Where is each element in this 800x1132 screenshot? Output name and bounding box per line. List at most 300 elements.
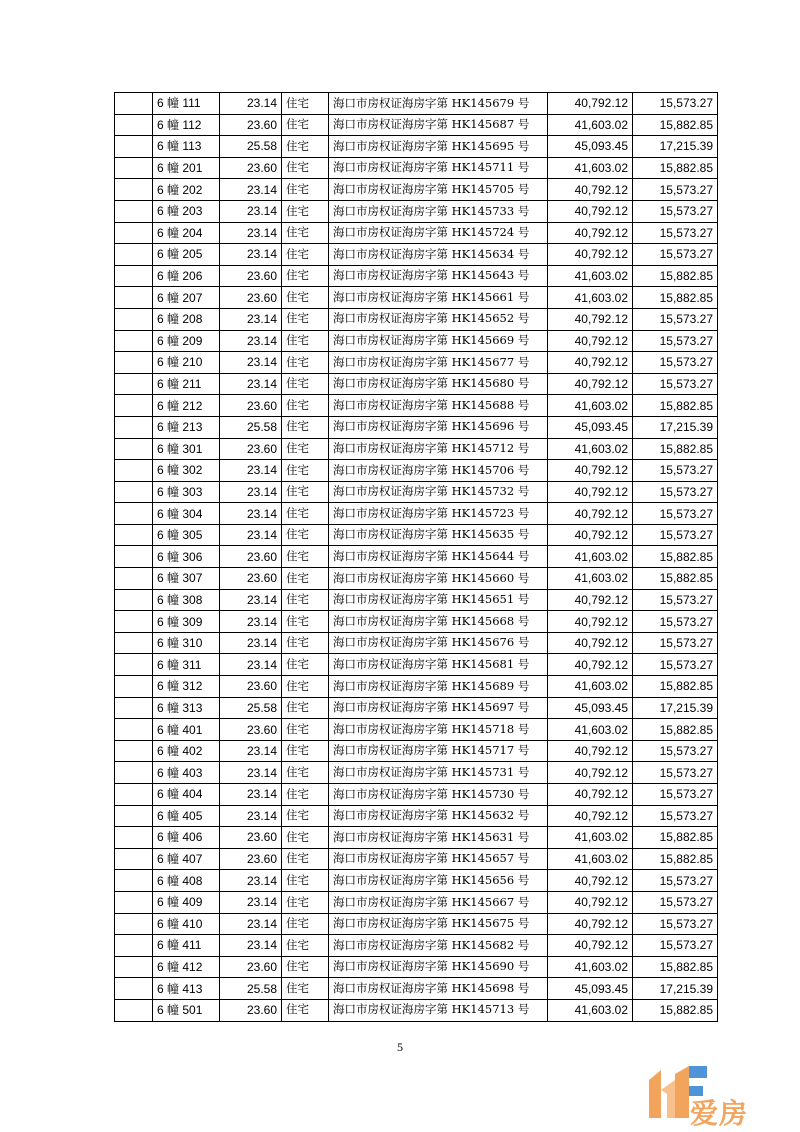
row-blank-cell <box>115 373 153 395</box>
unit-cell: 6 幢 405 <box>153 805 220 827</box>
row-blank-cell <box>115 416 153 438</box>
area-cell: 23.60 <box>220 719 282 741</box>
total-price-cell: 45,093.45 <box>548 697 633 719</box>
unit-cell: 6 幢 402 <box>153 740 220 762</box>
table-row <box>115 330 718 352</box>
row-blank-cell <box>115 308 153 330</box>
total-price-cell: 40,792.12 <box>548 632 633 654</box>
area-cell: 23.14 <box>220 481 282 503</box>
area-cell: 23.60 <box>220 114 282 136</box>
unit-cell: 6 幢 412 <box>153 956 220 978</box>
table-row <box>115 438 718 460</box>
total-price-cell: 40,792.12 <box>548 611 633 633</box>
row-blank-cell <box>115 999 153 1021</box>
row-blank-cell <box>115 524 153 546</box>
unit-price-cell: 15,573.27 <box>633 805 718 827</box>
use-cell: 住宅 <box>282 546 329 568</box>
unit-price-cell: 15,573.27 <box>633 200 718 222</box>
table-row <box>115 740 718 762</box>
unit-cell: 6 幢 202 <box>153 179 220 201</box>
area-cell: 25.58 <box>220 416 282 438</box>
total-price-cell: 40,792.12 <box>548 481 633 503</box>
row-blank-cell <box>115 200 153 222</box>
area-cell: 23.60 <box>220 568 282 590</box>
row-blank-cell <box>115 762 153 784</box>
area-cell: 23.60 <box>220 676 282 698</box>
use-cell: 住宅 <box>282 373 329 395</box>
total-price-cell: 40,792.12 <box>548 524 633 546</box>
use-cell: 住宅 <box>282 460 329 482</box>
row-blank-cell <box>115 568 153 590</box>
use-cell: 住宅 <box>282 913 329 935</box>
use-cell: 住宅 <box>282 287 329 309</box>
table-row <box>115 222 718 244</box>
unit-cell: 6 幢 304 <box>153 503 220 525</box>
certificate-cell: 海口市房权证海房字第 HK145731 号 <box>329 762 548 784</box>
unit-price-cell: 15,882.85 <box>633 568 718 590</box>
use-cell: 住宅 <box>282 827 329 849</box>
total-price-cell: 40,792.12 <box>548 589 633 611</box>
unit-price-cell: 15,573.27 <box>633 244 718 266</box>
unit-price-cell: 15,882.85 <box>633 157 718 179</box>
area-cell: 23.60 <box>220 395 282 417</box>
certificate-cell: 海口市房权证海房字第 HK145631 号 <box>329 827 548 849</box>
certificate-cell: 海口市房权证海房字第 HK145657 号 <box>329 848 548 870</box>
area-cell: 23.14 <box>220 200 282 222</box>
certificate-cell: 海口市房权证海房字第 HK145718 号 <box>329 719 548 741</box>
table-row <box>115 395 718 417</box>
unit-price-cell: 15,573.27 <box>633 481 718 503</box>
use-cell: 住宅 <box>282 330 329 352</box>
use-cell: 住宅 <box>282 805 329 827</box>
table-row <box>115 416 718 438</box>
row-blank-cell <box>115 848 153 870</box>
unit-price-cell: 15,882.85 <box>633 848 718 870</box>
unit-price-cell: 17,215.39 <box>633 697 718 719</box>
area-cell: 23.14 <box>220 740 282 762</box>
unit-price-cell: 15,573.27 <box>633 891 718 913</box>
row-blank-cell <box>115 481 153 503</box>
unit-cell: 6 幢 112 <box>153 114 220 136</box>
use-cell: 住宅 <box>282 956 329 978</box>
unit-price-cell: 15,573.27 <box>633 762 718 784</box>
unit-price-cell: 15,882.85 <box>633 956 718 978</box>
use-cell: 住宅 <box>282 568 329 590</box>
unit-price-cell: 15,573.27 <box>633 654 718 676</box>
area-cell: 25.58 <box>220 697 282 719</box>
row-blank-cell <box>115 913 153 935</box>
use-cell: 住宅 <box>282 978 329 1000</box>
table-row <box>115 352 718 374</box>
unit-price-cell: 15,573.27 <box>633 589 718 611</box>
unit-cell: 6 幢 313 <box>153 697 220 719</box>
unit-cell: 6 幢 303 <box>153 481 220 503</box>
area-cell: 23.14 <box>220 589 282 611</box>
certificate-cell: 海口市房权证海房字第 HK145644 号 <box>329 546 548 568</box>
watermark-text: 爱房 <box>690 1097 749 1130</box>
row-blank-cell <box>115 352 153 374</box>
area-cell: 23.60 <box>220 265 282 287</box>
table-row <box>115 308 718 330</box>
unit-cell: 6 幢 209 <box>153 330 220 352</box>
unit-cell: 6 幢 204 <box>153 222 220 244</box>
row-blank-cell <box>115 611 153 633</box>
certificate-cell: 海口市房权证海房字第 HK145660 号 <box>329 568 548 590</box>
area-cell: 23.14 <box>220 611 282 633</box>
total-price-cell: 40,792.12 <box>548 179 633 201</box>
row-blank-cell <box>115 244 153 266</box>
area-cell: 23.14 <box>220 179 282 201</box>
row-blank-cell <box>115 827 153 849</box>
area-cell: 23.14 <box>220 352 282 374</box>
total-price-cell: 40,792.12 <box>548 784 633 806</box>
total-price-cell: 40,792.12 <box>548 222 633 244</box>
use-cell: 住宅 <box>282 632 329 654</box>
unit-price-cell: 15,882.85 <box>633 287 718 309</box>
unit-cell: 6 幢 206 <box>153 265 220 287</box>
use-cell: 住宅 <box>282 762 329 784</box>
unit-cell: 6 幢 211 <box>153 373 220 395</box>
unit-price-cell: 15,573.27 <box>633 179 718 201</box>
area-cell: 23.14 <box>220 891 282 913</box>
unit-price-cell: 15,882.85 <box>633 719 718 741</box>
unit-cell: 6 幢 311 <box>153 654 220 676</box>
unit-price-cell: 15,882.85 <box>633 676 718 698</box>
total-price-cell: 40,792.12 <box>548 352 633 374</box>
use-cell: 住宅 <box>282 740 329 762</box>
area-cell: 23.60 <box>220 999 282 1021</box>
total-price-cell: 41,603.02 <box>548 287 633 309</box>
unit-price-cell: 15,573.27 <box>633 222 718 244</box>
row-blank-cell <box>115 805 153 827</box>
use-cell: 住宅 <box>282 611 329 633</box>
total-price-cell: 41,603.02 <box>548 827 633 849</box>
certificate-cell: 海口市房权证海房字第 HK145712 号 <box>329 438 548 460</box>
unit-price-cell: 15,882.85 <box>633 999 718 1021</box>
use-cell: 住宅 <box>282 352 329 374</box>
total-price-cell: 41,603.02 <box>548 848 633 870</box>
table-row <box>115 978 718 1000</box>
total-price-cell: 40,792.12 <box>548 891 633 913</box>
certificate-cell: 海口市房权证海房字第 HK145681 号 <box>329 654 548 676</box>
table-row <box>115 870 718 892</box>
certificate-cell: 海口市房权证海房字第 HK145724 号 <box>329 222 548 244</box>
unit-price-cell: 15,573.27 <box>633 740 718 762</box>
area-cell: 23.14 <box>220 870 282 892</box>
certificate-cell: 海口市房权证海房字第 HK145689 号 <box>329 676 548 698</box>
table-row <box>115 611 718 633</box>
total-price-cell: 41,603.02 <box>548 265 633 287</box>
table-row <box>115 524 718 546</box>
certificate-cell: 海口市房权证海房字第 HK145697 号 <box>329 697 548 719</box>
use-cell: 住宅 <box>282 676 329 698</box>
unit-price-cell: 15,573.27 <box>633 524 718 546</box>
table-row <box>115 654 718 676</box>
certificate-cell: 海口市房权证海房字第 HK145688 号 <box>329 395 548 417</box>
total-price-cell: 41,603.02 <box>548 999 633 1021</box>
total-price-cell: 40,792.12 <box>548 762 633 784</box>
area-cell: 23.14 <box>220 935 282 957</box>
total-price-cell: 40,792.12 <box>548 805 633 827</box>
row-blank-cell <box>115 395 153 417</box>
certificate-cell: 海口市房权证海房字第 HK145634 号 <box>329 244 548 266</box>
total-price-cell: 41,603.02 <box>548 157 633 179</box>
certificate-cell: 海口市房权证海房字第 HK145698 号 <box>329 978 548 1000</box>
total-price-cell: 45,093.45 <box>548 416 633 438</box>
certificate-cell: 海口市房权证海房字第 HK145695 号 <box>329 136 548 158</box>
row-blank-cell <box>115 265 153 287</box>
row-blank-cell <box>115 222 153 244</box>
unit-cell: 6 幢 501 <box>153 999 220 1021</box>
row-blank-cell <box>115 978 153 1000</box>
unit-cell: 6 幢 312 <box>153 676 220 698</box>
row-blank-cell <box>115 891 153 913</box>
use-cell: 住宅 <box>282 179 329 201</box>
unit-price-cell: 15,573.27 <box>633 308 718 330</box>
certificate-cell: 海口市房权证海房字第 HK145732 号 <box>329 481 548 503</box>
certificate-cell: 海口市房权证海房字第 HK145680 号 <box>329 373 548 395</box>
table-row <box>115 999 718 1021</box>
total-price-cell: 41,603.02 <box>548 956 633 978</box>
unit-cell: 6 幢 403 <box>153 762 220 784</box>
area-cell: 23.14 <box>220 632 282 654</box>
row-blank-cell <box>115 589 153 611</box>
logo-right-stroke <box>675 1066 689 1118</box>
unit-price-cell: 15,573.27 <box>633 93 718 115</box>
use-cell: 住宅 <box>282 870 329 892</box>
total-price-cell: 40,792.12 <box>548 935 633 957</box>
logo-left-stroke <box>649 1070 661 1118</box>
unit-price-cell: 15,573.27 <box>633 352 718 374</box>
table-row <box>115 373 718 395</box>
table-row <box>115 265 718 287</box>
row-blank-cell <box>115 93 153 115</box>
row-blank-cell <box>115 654 153 676</box>
unit-cell: 6 幢 306 <box>153 546 220 568</box>
table-row <box>115 913 718 935</box>
certificate-cell: 海口市房权证海房字第 HK145643 号 <box>329 265 548 287</box>
total-price-cell: 41,603.02 <box>548 546 633 568</box>
table-row <box>115 244 718 266</box>
area-cell: 23.14 <box>220 460 282 482</box>
area-cell: 23.14 <box>220 308 282 330</box>
certificate-cell: 海口市房权证海房字第 HK145711 号 <box>329 157 548 179</box>
unit-price-cell: 15,573.27 <box>633 503 718 525</box>
unit-cell: 6 幢 404 <box>153 784 220 806</box>
row-blank-cell <box>115 179 153 201</box>
unit-cell: 6 幢 307 <box>153 568 220 590</box>
total-price-cell: 40,792.12 <box>548 200 633 222</box>
total-price-cell: 40,792.12 <box>548 373 633 395</box>
property-table <box>114 92 718 1022</box>
unit-cell: 6 幢 208 <box>153 308 220 330</box>
area-cell: 23.14 <box>220 244 282 266</box>
unit-cell: 6 幢 212 <box>153 395 220 417</box>
unit-cell: 6 幢 205 <box>153 244 220 266</box>
unit-price-cell: 15,882.85 <box>633 265 718 287</box>
table-row <box>115 481 718 503</box>
use-cell: 住宅 <box>282 308 329 330</box>
certificate-cell: 海口市房权证海房字第 HK145632 号 <box>329 805 548 827</box>
unit-price-cell: 15,573.27 <box>633 460 718 482</box>
certificate-cell: 海口市房权证海房字第 HK145677 号 <box>329 352 548 374</box>
unit-price-cell: 15,882.85 <box>633 114 718 136</box>
total-price-cell: 40,792.12 <box>548 913 633 935</box>
area-cell: 23.60 <box>220 848 282 870</box>
total-price-cell: 45,093.45 <box>548 978 633 1000</box>
total-price-cell: 45,093.45 <box>548 136 633 158</box>
use-cell: 住宅 <box>282 935 329 957</box>
area-cell: 23.14 <box>220 654 282 676</box>
unit-price-cell: 15,882.85 <box>633 546 718 568</box>
area-cell: 23.60 <box>220 827 282 849</box>
logo-blue-bar-top <box>689 1066 707 1078</box>
unit-price-cell: 15,882.85 <box>633 827 718 849</box>
table-row <box>115 891 718 913</box>
table-row <box>115 632 718 654</box>
page-number: 5 <box>397 1040 403 1054</box>
certificate-cell: 海口市房权证海房字第 HK145675 号 <box>329 913 548 935</box>
total-price-cell: 41,603.02 <box>548 719 633 741</box>
unit-cell: 6 幢 113 <box>153 136 220 158</box>
certificate-cell: 海口市房权证海房字第 HK145651 号 <box>329 589 548 611</box>
total-price-cell: 41,603.02 <box>548 676 633 698</box>
unit-cell: 6 幢 203 <box>153 200 220 222</box>
row-blank-cell <box>115 935 153 957</box>
total-price-cell: 40,792.12 <box>548 460 633 482</box>
use-cell: 住宅 <box>282 891 329 913</box>
row-blank-cell <box>115 438 153 460</box>
use-cell: 住宅 <box>282 848 329 870</box>
unit-cell: 6 幢 111 <box>153 93 220 115</box>
certificate-cell: 海口市房权证海房字第 HK145635 号 <box>329 524 548 546</box>
certificate-cell: 海口市房权证海房字第 HK145706 号 <box>329 460 548 482</box>
table-row <box>115 719 718 741</box>
table-row <box>115 136 718 158</box>
use-cell: 住宅 <box>282 589 329 611</box>
area-cell: 25.58 <box>220 136 282 158</box>
certificate-cell: 海口市房权证海房字第 HK145723 号 <box>329 503 548 525</box>
unit-cell: 6 幢 301 <box>153 438 220 460</box>
use-cell: 住宅 <box>282 719 329 741</box>
row-blank-cell <box>115 784 153 806</box>
use-cell: 住宅 <box>282 114 329 136</box>
unit-cell: 6 幢 213 <box>153 416 220 438</box>
unit-cell: 6 幢 408 <box>153 870 220 892</box>
use-cell: 住宅 <box>282 503 329 525</box>
area-cell: 23.14 <box>220 373 282 395</box>
unit-price-cell: 15,573.27 <box>633 373 718 395</box>
use-cell: 住宅 <box>282 136 329 158</box>
table-row <box>115 676 718 698</box>
table-row <box>115 157 718 179</box>
certificate-cell: 海口市房权证海房字第 HK145661 号 <box>329 287 548 309</box>
total-price-cell: 41,603.02 <box>548 114 633 136</box>
table-row <box>115 460 718 482</box>
total-price-cell: 40,792.12 <box>548 870 633 892</box>
total-price-cell: 40,792.12 <box>548 330 633 352</box>
table-row <box>115 546 718 568</box>
row-blank-cell <box>115 632 153 654</box>
row-blank-cell <box>115 114 153 136</box>
unit-cell: 6 幢 401 <box>153 719 220 741</box>
unit-price-cell: 17,215.39 <box>633 136 718 158</box>
use-cell: 住宅 <box>282 200 329 222</box>
area-cell: 23.14 <box>220 805 282 827</box>
unit-cell: 6 幢 407 <box>153 848 220 870</box>
use-cell: 住宅 <box>282 481 329 503</box>
total-price-cell: 41,603.02 <box>548 395 633 417</box>
total-price-cell: 40,792.12 <box>548 654 633 676</box>
row-blank-cell <box>115 740 153 762</box>
unit-cell: 6 幢 410 <box>153 913 220 935</box>
area-cell: 23.60 <box>220 956 282 978</box>
table-row <box>115 697 718 719</box>
certificate-cell: 海口市房权证海房字第 HK145730 号 <box>329 784 548 806</box>
row-blank-cell <box>115 460 153 482</box>
unit-price-cell: 15,573.27 <box>633 632 718 654</box>
unit-price-cell: 15,573.27 <box>633 784 718 806</box>
use-cell: 住宅 <box>282 265 329 287</box>
table-row <box>115 287 718 309</box>
unit-cell: 6 幢 302 <box>153 460 220 482</box>
certificate-cell: 海口市房权证海房字第 HK145656 号 <box>329 870 548 892</box>
row-blank-cell <box>115 330 153 352</box>
table-row <box>115 827 718 849</box>
total-price-cell: 40,792.12 <box>548 503 633 525</box>
unit-price-cell: 15,882.85 <box>633 395 718 417</box>
use-cell: 住宅 <box>282 697 329 719</box>
table-row <box>115 503 718 525</box>
table-row <box>115 784 718 806</box>
certificate-cell: 海口市房权证海房字第 HK145717 号 <box>329 740 548 762</box>
unit-price-cell: 15,573.27 <box>633 870 718 892</box>
certificate-cell: 海口市房权证海房字第 HK145669 号 <box>329 330 548 352</box>
area-cell: 23.14 <box>220 524 282 546</box>
area-cell: 23.14 <box>220 762 282 784</box>
use-cell: 住宅 <box>282 157 329 179</box>
certificate-cell: 海口市房权证海房字第 HK145696 号 <box>329 416 548 438</box>
unit-cell: 6 幢 409 <box>153 891 220 913</box>
unit-price-cell: 15,573.27 <box>633 913 718 935</box>
table-row <box>115 179 718 201</box>
unit-cell: 6 幢 406 <box>153 827 220 849</box>
table-row <box>115 114 718 136</box>
total-price-cell: 40,792.12 <box>548 308 633 330</box>
unit-cell: 6 幢 207 <box>153 287 220 309</box>
area-cell: 23.14 <box>220 784 282 806</box>
unit-cell: 6 幢 309 <box>153 611 220 633</box>
row-blank-cell <box>115 503 153 525</box>
unit-cell: 6 幢 305 <box>153 524 220 546</box>
table-row <box>115 568 718 590</box>
row-blank-cell <box>115 676 153 698</box>
row-blank-cell <box>115 870 153 892</box>
certificate-cell: 海口市房权证海房字第 HK145667 号 <box>329 891 548 913</box>
use-cell: 住宅 <box>282 999 329 1021</box>
area-cell: 23.60 <box>220 157 282 179</box>
certificate-cell: 海口市房权证海房字第 HK145705 号 <box>329 179 548 201</box>
table-row <box>115 848 718 870</box>
total-price-cell: 41,603.02 <box>548 438 633 460</box>
certificate-cell: 海口市房权证海房字第 HK145682 号 <box>329 935 548 957</box>
unit-cell: 6 幢 411 <box>153 935 220 957</box>
use-cell: 住宅 <box>282 654 329 676</box>
certificate-cell: 海口市房权证海房字第 HK145690 号 <box>329 956 548 978</box>
total-price-cell: 40,792.12 <box>548 244 633 266</box>
certificate-cell: 海口市房权证海房字第 HK145733 号 <box>329 200 548 222</box>
unit-cell: 6 幢 310 <box>153 632 220 654</box>
